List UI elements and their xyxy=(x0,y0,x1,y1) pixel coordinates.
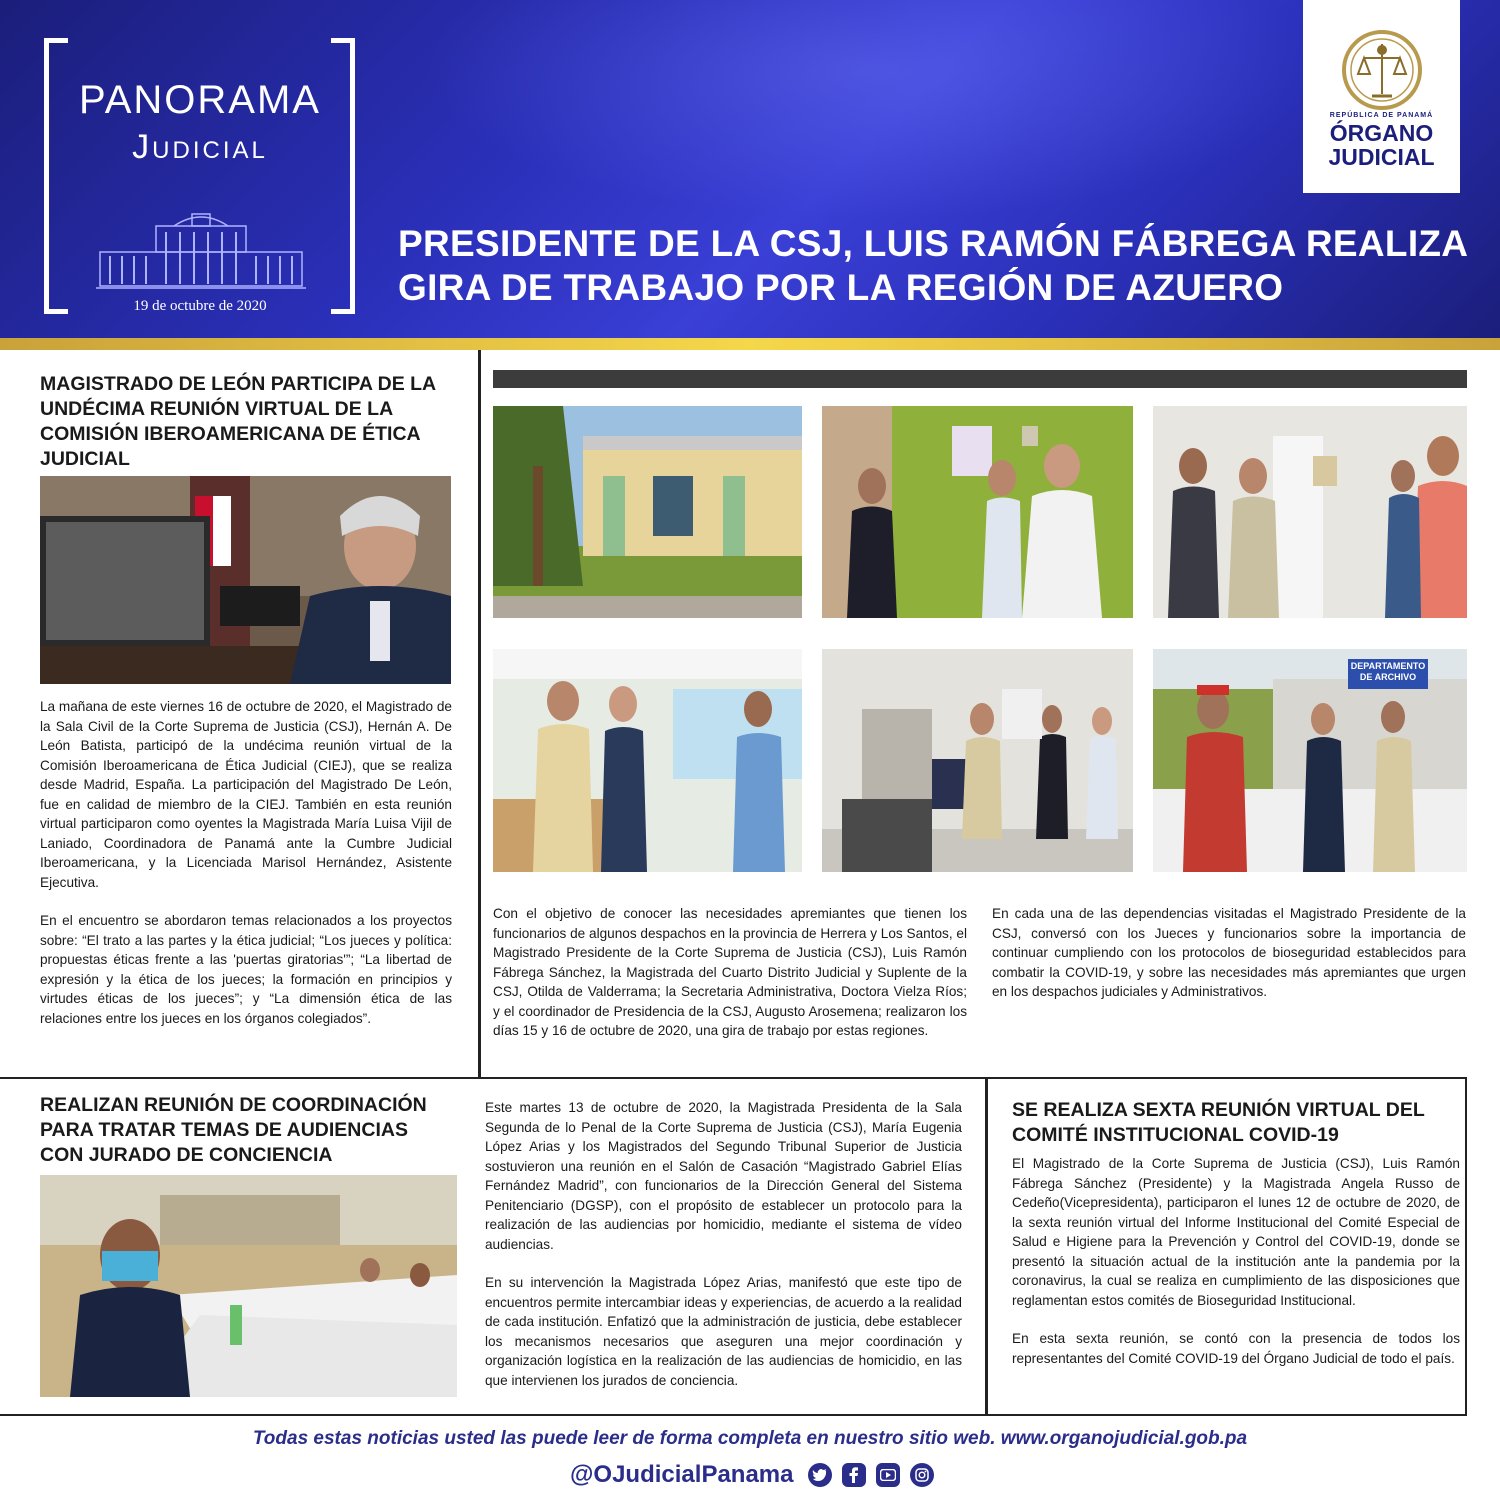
youtube-icon[interactable] xyxy=(876,1463,900,1487)
bottom-right-article-heading: SE REALIZA SEXTA REUNIÓN VIRTUAL DEL COMITÉ INSTITUCIONAL COVID-19 xyxy=(1012,1099,1425,1146)
photo-visit-office-group xyxy=(493,649,802,872)
bottom-left-paragraph-2: En su intervención la Magistrada López Arias, manifestó que este tipo de encuentros permite intercambiar ideas y experiencias, de acuerdo a la realidad de cada institución. Enfatizó que la administración de justicia, debe establecer los mecanismos necesarios que aseguren una mejor coordinación y organización logística en la realización de las audiencias de homicidio, en las que intervienen los jurados de conciencia. xyxy=(485,1275,962,1388)
main-article-column-2: En cada una de las dependencias visitadas el Magistrado Presidente de la CSJ, conversó con los Jueces y funcionarios sobre la importancia de continuar cumpliendo con los protocolos de bioseguridad establecidos para combatir la COVID-19, y sobre las necesidades más apremiantes que urgen en los despachos judiciales y Administrativos. xyxy=(992,906,1466,999)
bottom-right-paragraph-1: El Magistrado de la Corte Suprema de Justicia (CSJ), Luis Ramón Fábrega Sánchez (Presidente) y la Magistrada Angela Russo de Cedeño(Vicepresidenta), participaron el lunes 12 de octubre de 2020, de la sexta reunión virtual del Informe Institucional del Comité Especial de Salud e Higiene para la Prevención y Control del COVID-19, donde se presentó la situación actual de la institución ante la pandemia por la coronavirus, la cual se realiza en cumplimiento de las disposiciones que reglamentan estos comités de Bioseguridad Institucional. xyxy=(1012,1156,1460,1308)
logo-country-text: REPÚBLICA DE PANAMÁ xyxy=(1329,112,1434,119)
gold-divider xyxy=(0,338,1500,350)
column-divider-right xyxy=(1465,1077,1467,1415)
bottom-right-article-body xyxy=(1012,1154,1460,1368)
facebook-icon[interactable] xyxy=(842,1463,866,1487)
masthead xyxy=(0,0,1500,338)
archive-sign-text: DEPARTAMENTO DE ARCHIVO xyxy=(1350,661,1426,682)
left-article-heading: MAGISTRADO DE LEÓN PARTICIPA DE LA UNDÉCIMA REUNIÓN VIRTUAL DE LA COMISIÓN IBEROAMERICANA DE ÉTICA JUDICIAL xyxy=(40,373,436,470)
brand-name-line1: PANORAMA xyxy=(79,78,321,122)
twitter-icon[interactable] xyxy=(808,1463,832,1487)
courthouse-icon xyxy=(96,208,306,292)
organo-judicial-logo xyxy=(1303,0,1460,193)
footer-website-note: Todas estas noticias usted las puede leer de forma completa en nuestro sitio web. www.organojudicial.gob.pa xyxy=(252,1428,1248,1449)
photo-coordination-meeting xyxy=(40,1175,457,1397)
header-light-effect xyxy=(420,0,1320,220)
main-headline: PRESIDENTE DE LA CSJ, LUIS RAMÓN FÁBREGA REALIZA GIRA DE TRABAJO POR LA REGIÓN DE AZUERO xyxy=(398,223,1467,308)
justice-seal-icon xyxy=(1336,28,1428,112)
social-links xyxy=(570,1458,934,1492)
photo-visit-green-office xyxy=(822,406,1133,618)
left-article-paragraph-2: En el encuentro se abordaron temas relacionados a los proyectos sobre: “El trato a las partes y la ética judicial; “Los jueces y política: propuestas éticas frente a las 'puertas giratorias'”; “La libertad de expresión y la ética de los jueces; la formación en principios y virtudes éticas de los jueces”; y “La dimensión ética de las relaciones entre los jueces en los órganos colegiados”. xyxy=(40,913,452,1026)
bottom-left-article-body xyxy=(485,1098,962,1390)
photo-magistrate-videoconference xyxy=(40,476,451,684)
main-article-column-1: Con el objetivo de conocer las necesidades apremiantes que tienen los funcionarios de algunos despachos en la provincia de Herrera y Los Santos, el Magistrado Presidente de la Corte Suprema de Justicia (CSJ), Luis Ramón Fábrega Sánchez, la Magistrada del Cuarto Distrito Judicial y Suplente de la CSJ, Otilda de Valderrama; la Secretaria Administrativa, Doctora Vielza Ríos; y el coordinador de Presidencia de la CSJ, Augusto Arosemena; realizaron los días 15 y 16 de octubre de 2020, una gira de trabajo por estas regiones. xyxy=(493,906,967,1038)
issue-date: 19 de octubre de 2020 xyxy=(133,298,267,314)
instagram-icon[interactable] xyxy=(910,1463,934,1487)
photo-visit-archive-office xyxy=(822,649,1133,872)
logo-text-judicial: JUDICIAL xyxy=(1328,144,1435,170)
column-divider xyxy=(478,350,481,1078)
bottom-left-article-heading: REALIZAN REUNIÓN DE COORDINACIÓN PARA TRATAR TEMAS DE AUDIENCIAS CON JURADO DE CONCIENCIA xyxy=(40,1094,427,1166)
photo-visit-hallway xyxy=(1153,406,1467,618)
social-handle[interactable]: @OJudicialPanama xyxy=(570,1461,794,1488)
brand-name-line2: Judicial xyxy=(132,128,268,166)
bottom-left-paragraph-1: Este martes 13 de octubre de 2020, la Magistrada Presidenta de la Sala Segunda de lo Penal de la Corte Suprema de Justicia (CSJ), María Eugenia López Arias y los Magistrados del Segundo Tribunal Superior de Justicia sostuvieron una reunión en el Salón de Casación “Magistrado Gabriel Elías Fernández Madrid”, con funcionarios de la Dirección General del Sistema Penitenciario (DGSP), con el propósito de establecer un protocolo para la realización de las audiencias por homicidio, mediante el sistema de vídeo audiencias. xyxy=(485,1100,962,1252)
row-divider xyxy=(0,1077,1467,1079)
photo-archive-department-entrance xyxy=(1153,649,1467,872)
photo-courthouse-exterior xyxy=(493,406,802,618)
column-divider-bottom xyxy=(985,1077,988,1415)
logo-text-organo: ÓRGANO xyxy=(1329,120,1434,146)
gallery-header-bar xyxy=(493,370,1467,388)
left-article-body xyxy=(40,697,452,1028)
bottom-right-paragraph-2: En esta sexta reunión, se contó con la presencia de todos los representantes del Comité COVID-19 del Órgano Judicial de todo el país. xyxy=(1012,1331,1460,1366)
bottom-rule xyxy=(0,1414,1467,1416)
left-article-paragraph-1: La mañana de este viernes 16 de octubre de 2020, el Magistrado de la Sala Civil de la Corte Suprema de Justicia (CSJ), Hernán A. De León Batista, participó de la undécima reunión virtual de la Comisión Iberoamericana de Ética Judicial (CIEJ), que se realiza desde Madrid, España. La participación del Magistrado De León, fue en calidad de miembro de la CIEJ. También en esta reunión virtual participaron como oyentes la Magistrada María Luisa Vijil de Laniado, Coordinadora de Panamá ante la Cumbre Judicial Iberoamericana, y la Licenciada Marisol Hernández, Asistente Ejecutiva. xyxy=(40,699,452,890)
